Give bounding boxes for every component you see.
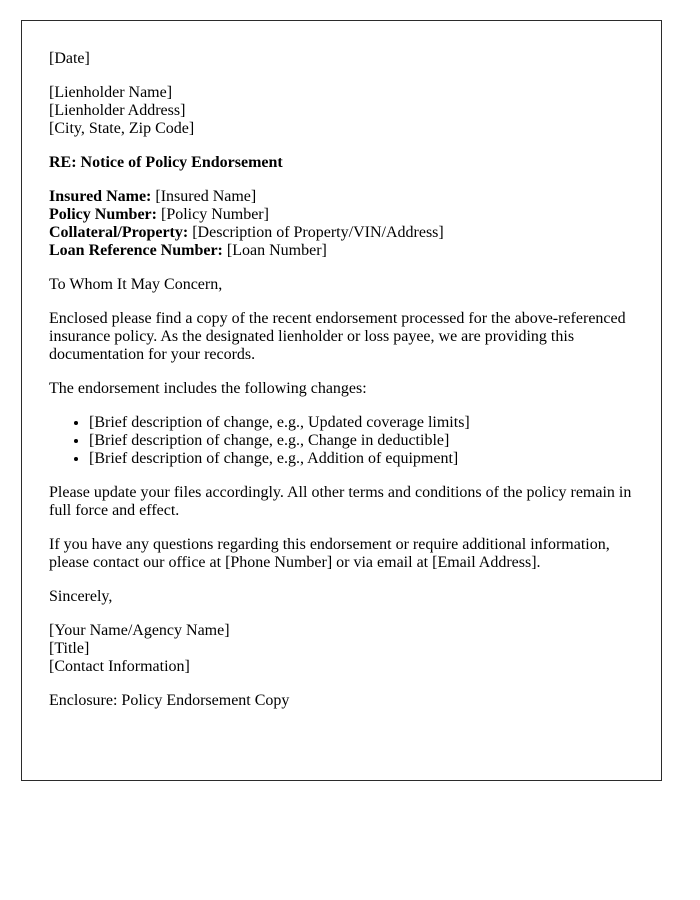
detail-line-insured-name bbox=[49, 188, 634, 206]
detail-value: [Insured Name] bbox=[155, 188, 257, 205]
closing: Sincerely, bbox=[49, 588, 113, 605]
enclosure-line: Enclosure: Policy Endorsement Copy bbox=[49, 692, 290, 709]
signature-contact-line: [Contact Information] bbox=[49, 658, 190, 675]
detail-value: [Policy Number] bbox=[160, 206, 269, 223]
detail-value: [Loan Number] bbox=[226, 242, 327, 259]
recipient-address-line: [Lienholder Address] bbox=[49, 102, 186, 119]
recipient-block bbox=[49, 84, 634, 138]
paragraph-update-files: Please update your files accordingly. All other terms and conditions of the policy remain in full force and effect. bbox=[49, 484, 632, 519]
salutation: To Whom It May Concern, bbox=[49, 276, 223, 293]
changes-list bbox=[49, 414, 634, 468]
recipient-name-line: [Lienholder Name] bbox=[49, 84, 173, 101]
signature-title-line: [Title] bbox=[49, 640, 90, 657]
change-item: • [Brief description of change, e.g., Updated coverage limits] bbox=[89, 414, 634, 432]
change-item: • [Brief description of change, e.g., Change in deductible] bbox=[89, 432, 634, 450]
paragraph-changes-intro: The endorsement includes the following changes: bbox=[49, 380, 367, 397]
detail-line-collateral-property bbox=[49, 224, 634, 242]
policy-details-block bbox=[49, 188, 634, 260]
detail-label: Policy Number: bbox=[49, 206, 157, 223]
detail-label: Insured Name: bbox=[49, 188, 152, 205]
detail-line-policy-number bbox=[49, 206, 634, 224]
date-line: [Date] bbox=[49, 50, 90, 67]
letter-document bbox=[21, 20, 662, 781]
signature-block bbox=[49, 622, 634, 676]
detail-label: Loan Reference Number: bbox=[49, 242, 223, 259]
paragraph-questions: If you have any questions regarding this endorsement or require additional information, please contact our office at [Phone Number] or via email at [Email Address]. bbox=[49, 536, 610, 571]
detail-label: Collateral/Property: bbox=[49, 224, 189, 241]
paragraph-enclosed: Enclosed please find a copy of the recent endorsement processed for the above-referenced insurance policy. As the designated lienholder or loss payee, we are providing this documentation for your records. bbox=[49, 310, 626, 363]
signature-name-line: [Your Name/Agency Name] bbox=[49, 622, 230, 639]
detail-line-loan-reference-number bbox=[49, 242, 634, 260]
detail-value: [Description of Property/VIN/Address] bbox=[192, 224, 444, 241]
change-item: • [Brief description of change, e.g., Addition of equipment] bbox=[89, 450, 634, 468]
subject-line: RE: Notice of Policy Endorsement bbox=[49, 154, 283, 171]
recipient-city-state-zip-line: [City, State, Zip Code] bbox=[49, 120, 195, 137]
